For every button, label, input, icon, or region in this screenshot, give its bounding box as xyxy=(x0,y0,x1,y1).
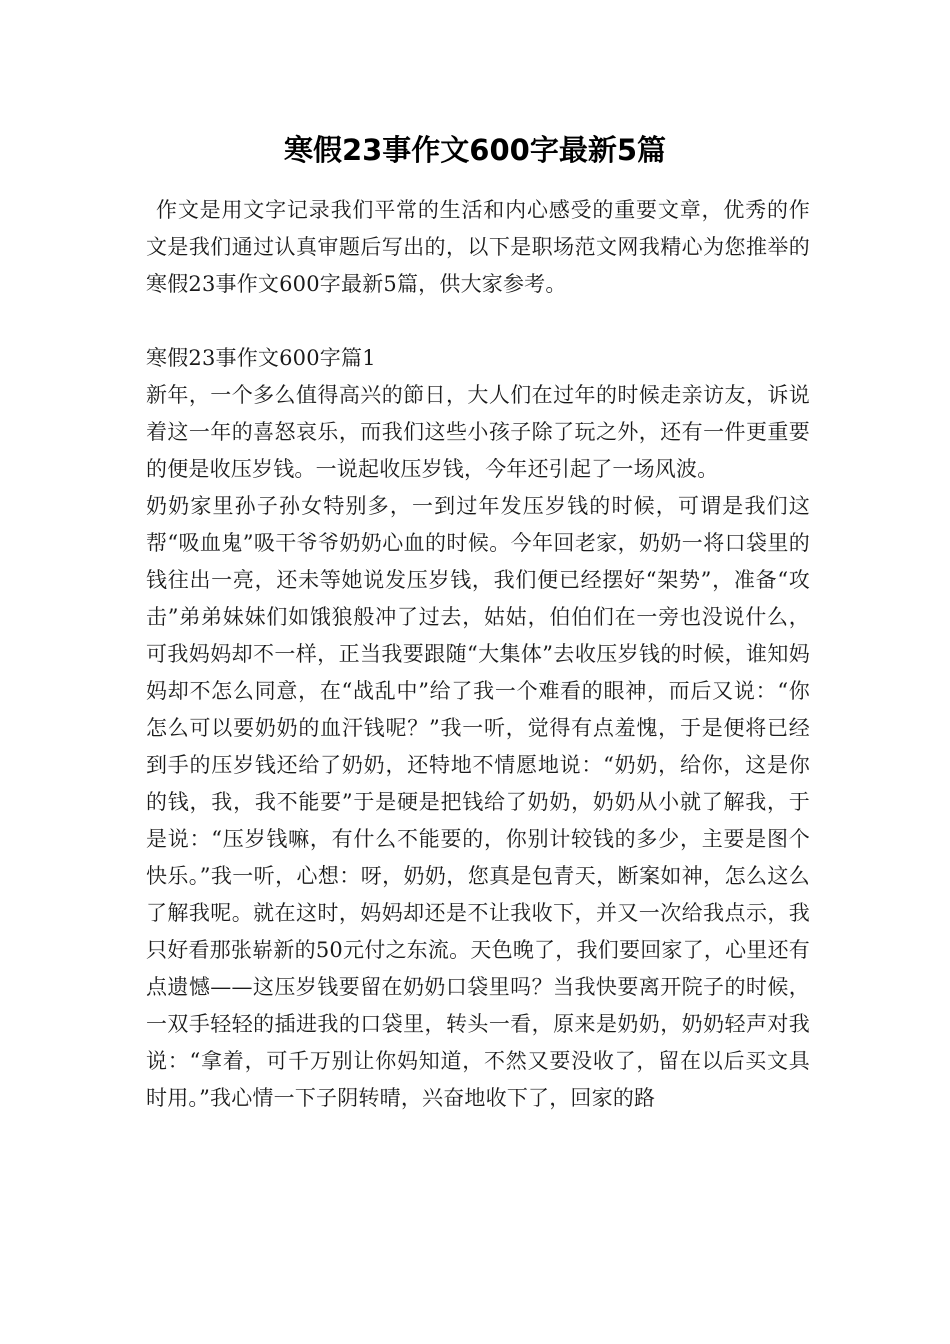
intro-paragraph: 作文是用文字记录我们平常的生活和内心感受的重要文章，优秀的作文是我们通过认真审题后写出的，以下是职场范文网我精心为您推举的寒假23事作文600字最新5篇，供大家参考。 xyxy=(146,198,810,296)
body-paragraph: 新年，一个多么值得高兴的節日，大人们在过年的时候走亲访友，诉说着这一年的喜怒哀乐，而我们这些小孩子除了玩之外，还有一件更重要的便是收压岁钱。一说起收压岁钱，今年还引起了一场风波。 xyxy=(146,383,810,481)
section-heading: 寒假23事作文600字篇1 xyxy=(146,346,376,370)
body-paragraph: 奶奶家里孙子孙女特别多，一到过年发压岁钱的时候，可谓是我们这帮“吸血鬼”吸干爷爷奶奶心血的时候。今年回老家，奶奶一将口袋里的钱往出一亮，还未等她说发压岁钱，我们便已经摆好“架势”，准备“攻击”弟弟妹妹们如饿狼般冲了过去，姑姑，伯伯们在一旁也没说什么，可我妈妈却不一样，正当我要跟随“大集体”去收压岁钱的时候，谁知妈妈却不怎么同意，在“战乱中”给了我一个难看的眼神，而后又说：“你怎么可以要奶奶的血汗钱呢？”我一听，觉得有点羞愧，于是便将已经到手的压岁钱还给了奶奶，还特地不情愿地说：“奶奶，给你，这是你的钱，我，我不能要”于是硬是把钱给了奶奶，奶奶从小就了解我，于是说：“压岁钱嘛，有什么不能要的，你别计较钱的多少，主要是图个快乐。”我一听，心想：呀，奶奶，您真是包青天，断案如神，怎么这么了解我呢。就在这时，妈妈却还是不让我收下，并又一次给我点示，我只好看那张崭新的50元付之东流。天色晚了，我们要回家了，心里还有点遗憾——这压岁钱要留在奶奶口袋里吗？当我快要离开院子的时候，一双手轻轻的插进我的口袋里，转头一看，原来是奶奶，奶奶轻声对我说：“拿着，可千万别让你妈知道，不然又要没收了，留在以后买文具时用。”我心情一下子阴转晴，兴奋地收下了，回家的路 xyxy=(146,494,810,1110)
document-title: 寒假23事作文600字最新5篇 xyxy=(283,133,667,167)
section-1 xyxy=(146,340,810,1117)
